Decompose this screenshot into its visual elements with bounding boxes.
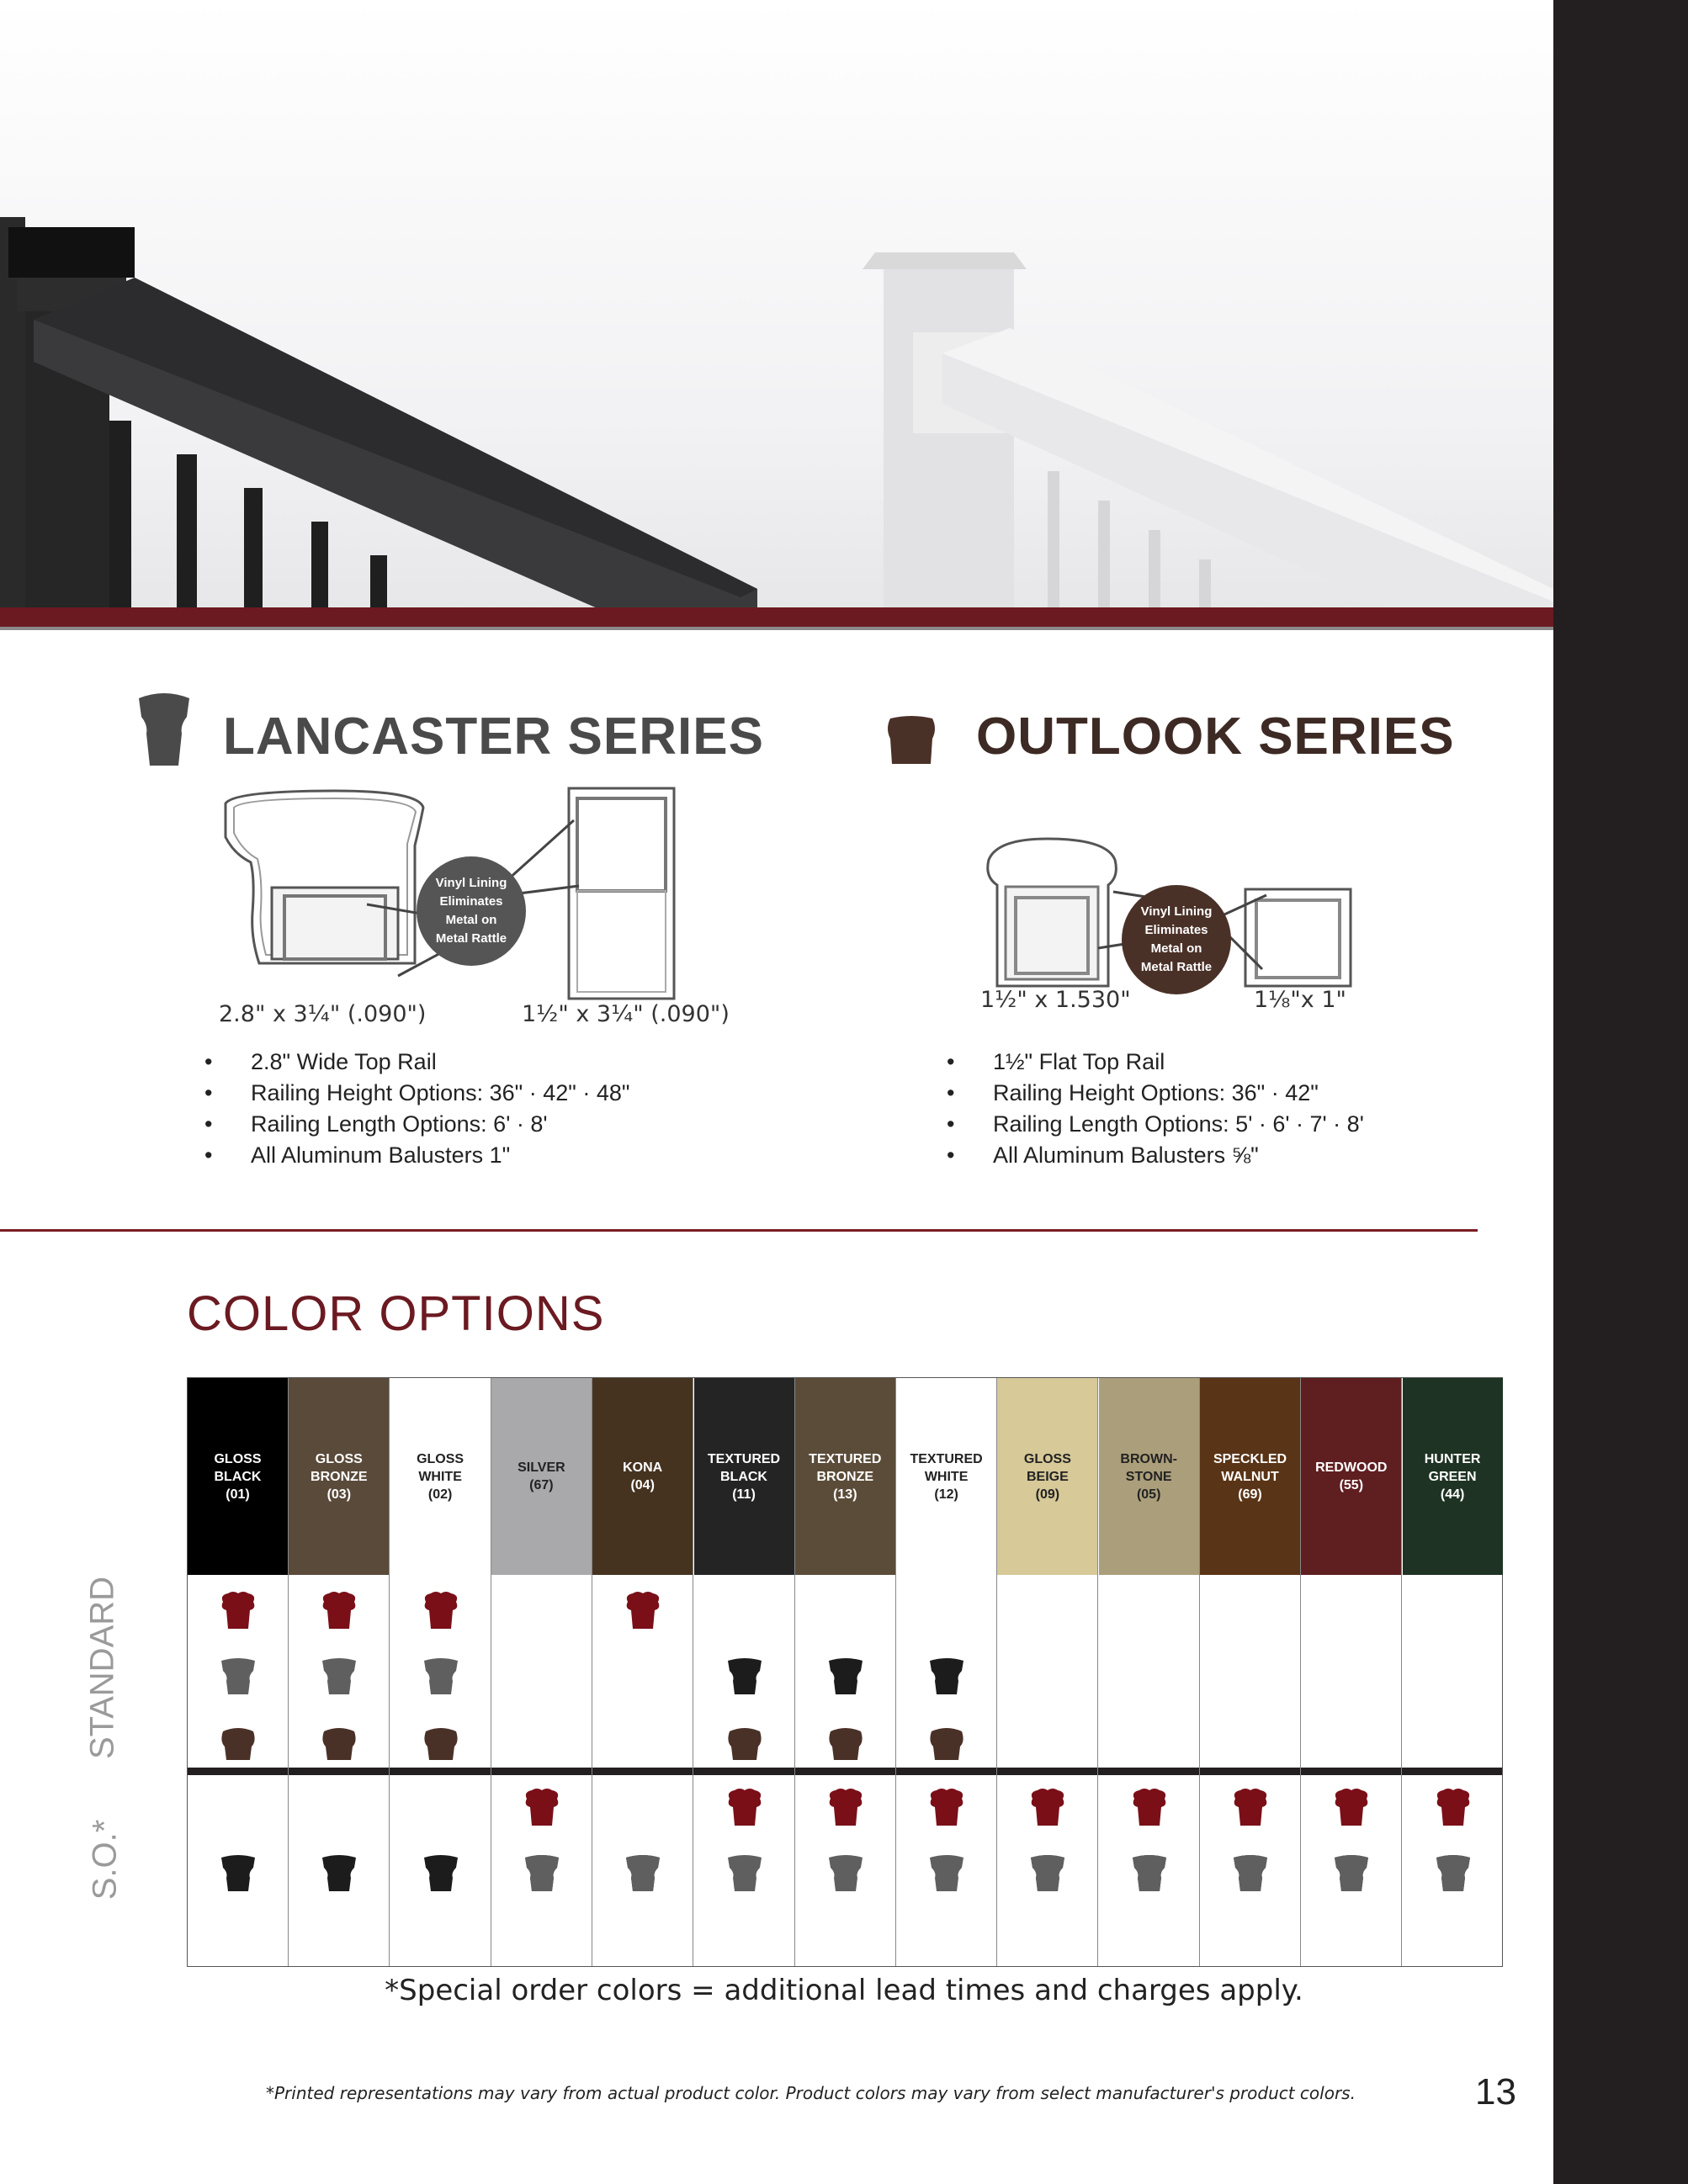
lancaster-callout: Vinyl Lining Eliminates Metal on Metal Rattle [417,856,526,966]
lancaster-rail-dimension: 2.8" x 3¼" (.090") [219,1001,427,1027]
brown-profile-icon [824,1721,868,1765]
color-swatch-label-line: BRONZE [816,1469,874,1484]
color-column [795,1378,896,1966]
color-swatch [592,1378,693,1575]
brown-profile-icon [317,1721,361,1765]
color-column [491,1378,592,1966]
gray-profile-icon [824,1853,868,1896]
color-swatch-label-line: (04) [630,1478,655,1492]
color-swatch [694,1378,794,1575]
color-swatch [1099,1378,1199,1575]
outlook-post-dimension: 1⅛"x 1" [1254,987,1346,1013]
color-swatch-label [1213,1450,1287,1503]
feature-item: • Railing Height Options: 36" · 42" · 48" [204,1078,629,1109]
color-swatch-label-line: BEIGE [1026,1469,1069,1484]
feature-item: • All Aluminum Balusters ⅝" [947,1140,1364,1171]
color-swatch-label-line: (02) [427,1487,453,1502]
black-profile-icon [925,1656,969,1699]
color-swatch-label-line: (09) [1035,1487,1060,1502]
color-swatch-label [623,1459,662,1494]
color-swatch-label [1024,1450,1071,1503]
red-profile-icon [824,1787,868,1831]
color-swatch-label-line: WHITE [924,1469,969,1484]
lancaster-features [204,1047,629,1171]
color-swatch [1301,1378,1401,1575]
feature-item: • Railing Length Options: 5' · 6' · 7' · 8' [947,1109,1364,1140]
hero-red-band [0,607,1553,627]
color-column [1099,1378,1200,1966]
color-swatch-label-line: BLACK [214,1469,262,1484]
color-column [289,1378,390,1966]
gray-profile-icon [1431,1853,1475,1896]
feature-item: • 1½" Flat Top Rail [947,1047,1364,1078]
color-swatch-label-line: (11) [732,1487,756,1502]
feature-item: • Railing Length Options: 6' · 8' [204,1109,629,1140]
color-swatch-label [708,1450,780,1503]
page-edge-bar [1553,0,1688,2184]
color-swatch-label-line: (13) [833,1487,857,1502]
color-swatch-label-line: SILVER [518,1460,565,1475]
color-swatch-label-line: (01) [226,1487,250,1502]
color-swatch-label-line: BRONZE [311,1469,368,1484]
color-column [592,1378,693,1966]
red-profile-icon [1330,1787,1373,1831]
gray-profile-icon [925,1853,969,1896]
color-swatch-label-line: GLOSS [417,1451,464,1466]
red-profile-icon [520,1787,564,1831]
red-profile-icon [621,1590,665,1634]
hero-gray-rule [0,627,1553,630]
color-swatch-label-line: (05) [1136,1487,1161,1502]
color-column [1301,1378,1402,1966]
color-column [997,1378,1098,1966]
color-swatch [1403,1378,1503,1575]
color-swatch-label [311,1450,368,1503]
color-swatch [289,1378,389,1575]
section-divider [0,1229,1478,1232]
gray-profile-icon [419,1656,463,1699]
outlook-rail-dimension: 1½" x 1.530" [980,987,1131,1013]
color-swatch-label-line: KONA [623,1460,663,1475]
color-swatch-label-line: (55) [1339,1478,1364,1492]
color-swatch-label-line: HUNTER [1424,1451,1481,1466]
brown-profile-icon [216,1721,260,1765]
color-swatch-label-line: (03) [326,1487,352,1502]
feature-item: • 2.8" Wide Top Rail [204,1047,629,1078]
color-swatch-label-line: REDWOOD [1315,1460,1388,1475]
gray-profile-icon [621,1853,665,1896]
color-swatch-label [910,1450,982,1503]
gray-profile-icon [216,1656,260,1699]
color-swatch-label-line: GREEN [1428,1469,1477,1484]
color-swatch-label [1425,1450,1481,1503]
outlook-profile-icon [885,715,937,770]
color-swatch [188,1378,288,1575]
color-disclaimer: *Printed representations may vary from actual product color. Product colors may vary from select manufacturer's product colors. [266,2083,1356,2103]
color-options-title: COLOR OPTIONS [187,1286,605,1341]
gray-profile-icon [520,1853,564,1896]
color-swatch-label-line: (67) [529,1478,554,1492]
brown-profile-icon [723,1721,767,1765]
railing-illustration [0,0,1553,627]
color-swatch [997,1378,1097,1575]
special-order-row-label: S.O.* [86,1819,124,1900]
red-profile-icon [723,1787,767,1831]
gray-profile-icon [1026,1853,1070,1896]
color-swatch-label-line: WHITE [418,1469,462,1484]
color-swatch-label-line: GLOSS [1023,1451,1071,1466]
color-swatch-label-line: BLACK [719,1469,767,1484]
color-swatch [896,1378,996,1575]
black-profile-icon [824,1656,868,1699]
color-swatch-label-line: (12) [934,1487,958,1502]
red-profile-icon [1431,1787,1475,1831]
color-column [1403,1378,1504,1966]
feature-item: • Railing Height Options: 36" · 42" [947,1078,1364,1109]
color-swatch-label [1315,1459,1387,1494]
color-swatch-label [1120,1450,1177,1503]
gray-profile-icon [1229,1853,1272,1896]
color-swatch-label [809,1450,881,1503]
color-swatch [795,1378,895,1575]
color-swatch-label-line: TEXTURED [809,1451,882,1466]
outlook-callout: Vinyl Lining Eliminates Metal on Metal Rattle [1122,885,1231,994]
page-number: 13 [1475,2071,1516,2112]
color-column [694,1378,795,1966]
color-swatch-label-line: (69) [1238,1487,1262,1502]
color-swatch [491,1378,592,1575]
color-swatch-label [214,1450,261,1503]
gray-profile-icon [317,1656,361,1699]
color-swatch-label-line: TEXTURED [707,1451,781,1466]
outlook-title: OUTLOOK SERIES [976,708,1455,766]
color-options-table [187,1377,1503,1967]
color-swatch-label-line: GLOSS [315,1451,363,1466]
black-profile-icon [723,1656,767,1699]
color-swatch-label-line: GLOSS [214,1451,262,1466]
lancaster-title: LANCASTER SERIES [223,708,764,766]
red-profile-icon [317,1590,361,1634]
color-swatch-label [518,1459,565,1494]
red-profile-icon [1229,1787,1272,1831]
black-profile-icon [216,1853,260,1896]
color-swatch-label-line: BROWN- [1120,1451,1177,1466]
brown-profile-icon [925,1721,969,1765]
color-swatch-label-line: STONE [1125,1469,1172,1484]
color-column [896,1378,997,1966]
color-swatch-label-line: (44) [1440,1487,1465,1502]
outlook-features [947,1047,1364,1171]
lancaster-post-dimension: 1½" x 3¼" (.090") [522,1001,730,1027]
color-swatch-label [417,1450,464,1503]
special-order-note: *Special order colors = additional lead times and charges apply. [385,1974,1303,2007]
red-profile-icon [216,1590,260,1634]
lancaster-profile-icon [135,692,194,771]
color-swatch-label-line: WALNUT [1221,1469,1279,1484]
brown-profile-icon [419,1721,463,1765]
color-swatch-label-line: SPECKLED [1213,1451,1287,1466]
black-profile-icon [317,1853,361,1896]
hero-railing-photo [0,0,1553,627]
color-swatch [390,1378,491,1575]
color-column [1200,1378,1301,1966]
red-profile-icon [1026,1787,1070,1831]
color-column [188,1378,289,1966]
red-profile-icon [419,1590,463,1634]
color-column [390,1378,491,1966]
red-profile-icon [925,1787,969,1831]
gray-profile-icon [1128,1853,1171,1896]
standard-row-label: STANDARD [83,1576,121,1760]
color-swatch-label-line: TEXTURED [910,1451,983,1466]
gray-profile-icon [723,1853,767,1896]
color-swatch [1200,1378,1300,1575]
red-profile-icon [1128,1787,1171,1831]
gray-profile-icon [1330,1853,1373,1896]
feature-item: • All Aluminum Balusters 1" [204,1140,629,1171]
black-profile-icon [419,1853,463,1896]
